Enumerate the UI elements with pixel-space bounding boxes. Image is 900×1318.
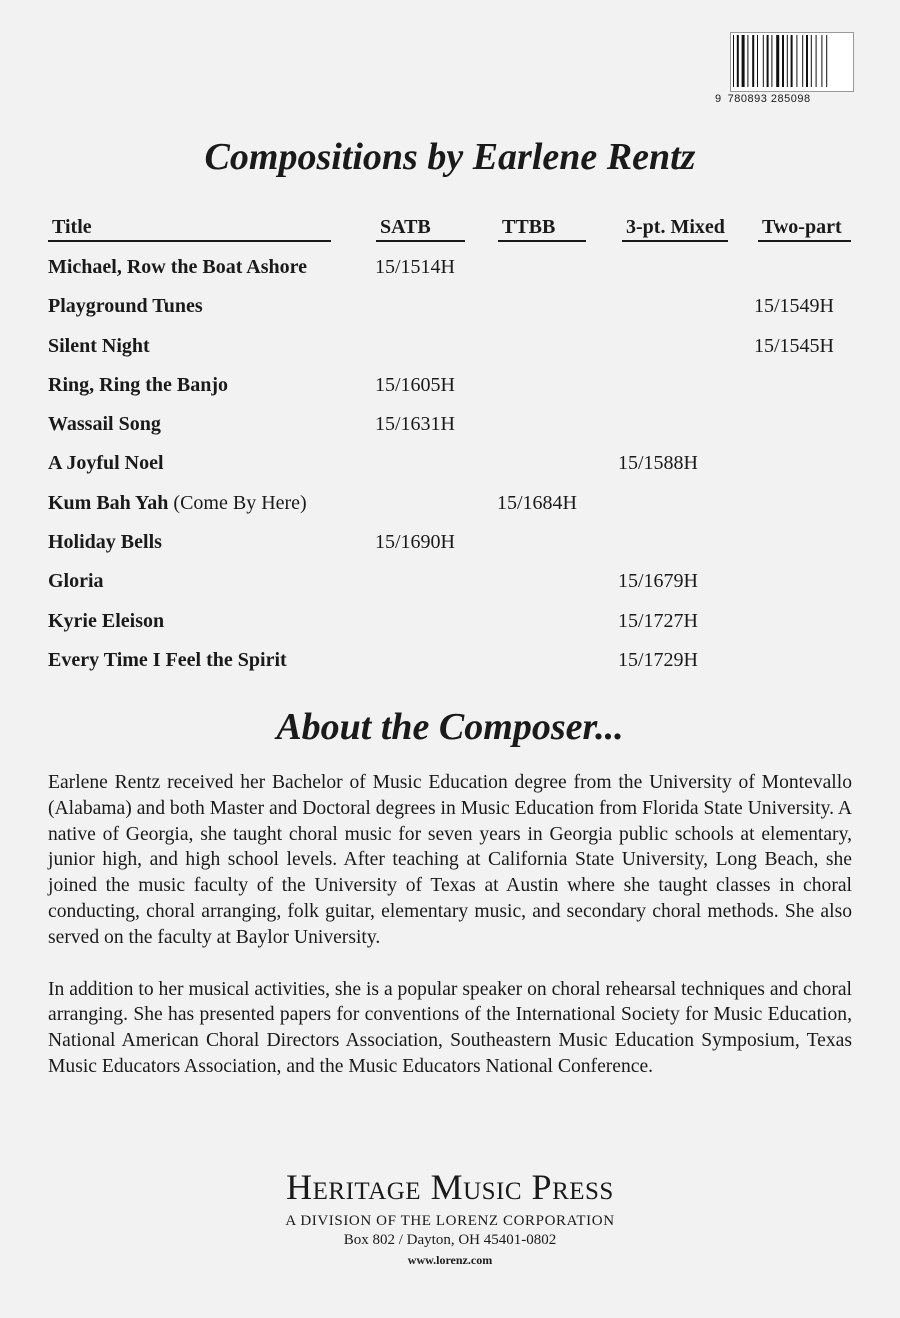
table-row bbox=[48, 641, 860, 680]
table-row bbox=[48, 523, 860, 562]
composition-title: Ring, Ring the Banjo bbox=[48, 373, 229, 396]
cell-two-part: 15/1545H bbox=[754, 334, 834, 357]
header-ttbb: TTBB bbox=[498, 216, 586, 242]
compositions-table bbox=[48, 216, 860, 680]
table-body bbox=[48, 248, 860, 680]
page-title: Compositions by Earlene Rentz bbox=[204, 136, 696, 178]
cell-satb: 15/1514H bbox=[375, 256, 455, 278]
composition-title: Kyrie Eleison bbox=[48, 609, 165, 632]
cell-three-pt: 15/1588H bbox=[618, 452, 698, 475]
publisher-block bbox=[0, 1165, 900, 1268]
composition-title: Playground Tunes bbox=[48, 295, 203, 318]
table-row bbox=[48, 366, 860, 405]
publisher-name: Heritage Music Press bbox=[286, 1167, 614, 1207]
composition-title: Kum Bah Yah (Come By Here) bbox=[48, 491, 307, 514]
barcode-lead-digit: 9 bbox=[715, 93, 722, 105]
composition-title: Every Time I Feel the Spirit bbox=[48, 648, 287, 671]
table-row bbox=[48, 602, 860, 641]
cell-satb: 15/1631H bbox=[375, 413, 455, 436]
publisher-address: Box 802 / Dayton, OH 45401-0802 bbox=[343, 1232, 557, 1248]
header-two-part: Two-part bbox=[758, 216, 851, 242]
about-heading: About the Composer... bbox=[276, 706, 624, 748]
cell-three-pt: 15/1679H bbox=[618, 570, 698, 593]
table-row bbox=[48, 405, 860, 444]
barcode-bars bbox=[733, 35, 849, 87]
composition-title: A Joyful Noel bbox=[48, 452, 164, 475]
publisher-division: A DIVISION OF THE LORENZ CORPORATION bbox=[285, 1213, 615, 1229]
cell-two-part: 15/1549H bbox=[754, 295, 834, 318]
cell-satb: 15/1605H bbox=[375, 373, 455, 396]
barcode bbox=[715, 32, 865, 105]
header-title: Title bbox=[48, 216, 331, 242]
about-paragraph: In addition to her musical activities, she is a popular speaker on choral rehearsal techniques and choral arranging. She has presented papers for conventions of the International Society for Music Education, National American Choral Directors Association, Southeastern Music Education Symposium, Texas Music Educators Association, and the Music Educators National Conference. bbox=[48, 978, 852, 1077]
table-row bbox=[48, 484, 860, 523]
header-satb: SATB bbox=[376, 216, 465, 242]
barcode-number bbox=[715, 93, 865, 105]
table-row bbox=[48, 562, 860, 601]
table-row bbox=[48, 444, 860, 483]
cell-three-pt: 15/1727H bbox=[618, 609, 698, 632]
composition-title: Michael, Row the Boat Ashore bbox=[48, 256, 308, 278]
about-paragraph: Earlene Rentz received her Bachelor of Music Education degree from the University of Montevallo (Alabama) and both Master and Doctoral degrees in Music Education from Florida State University. A native of Georgia, she taught choral music for seven years in Georgia public schools at elementary, junior high, and high school levels. After teaching at California State University, Long Beach, she joined the music faculty of the University of Texas at Austin where she taught classes in choral conducting, choral arranging, folk guitar, elementary music, and secondary choral methods. She also served on the faculty at Baylor University. bbox=[48, 772, 852, 948]
barcode-digits: 780893 285098 bbox=[727, 93, 811, 105]
table-row bbox=[48, 287, 860, 326]
cell-three-pt: 15/1729H bbox=[618, 648, 698, 671]
table-header bbox=[48, 216, 860, 248]
about-text bbox=[48, 770, 852, 1106]
composition-title: Silent Night bbox=[48, 334, 150, 357]
composition-subtitle: (Come By Here) bbox=[168, 491, 307, 514]
table-row bbox=[48, 248, 860, 287]
cell-ttbb: 15/1684H bbox=[497, 491, 577, 514]
cell-satb: 15/1690H bbox=[375, 531, 455, 554]
table-row bbox=[48, 327, 860, 366]
composition-title: Holiday Bells bbox=[48, 531, 162, 554]
composition-title: Gloria bbox=[48, 570, 104, 593]
barcode-image bbox=[730, 32, 854, 92]
composition-title: Wassail Song bbox=[48, 413, 161, 436]
header-three-pt: 3-pt. Mixed bbox=[622, 216, 728, 242]
publisher-url[interactable]: www.lorenz.com bbox=[407, 1253, 493, 1267]
